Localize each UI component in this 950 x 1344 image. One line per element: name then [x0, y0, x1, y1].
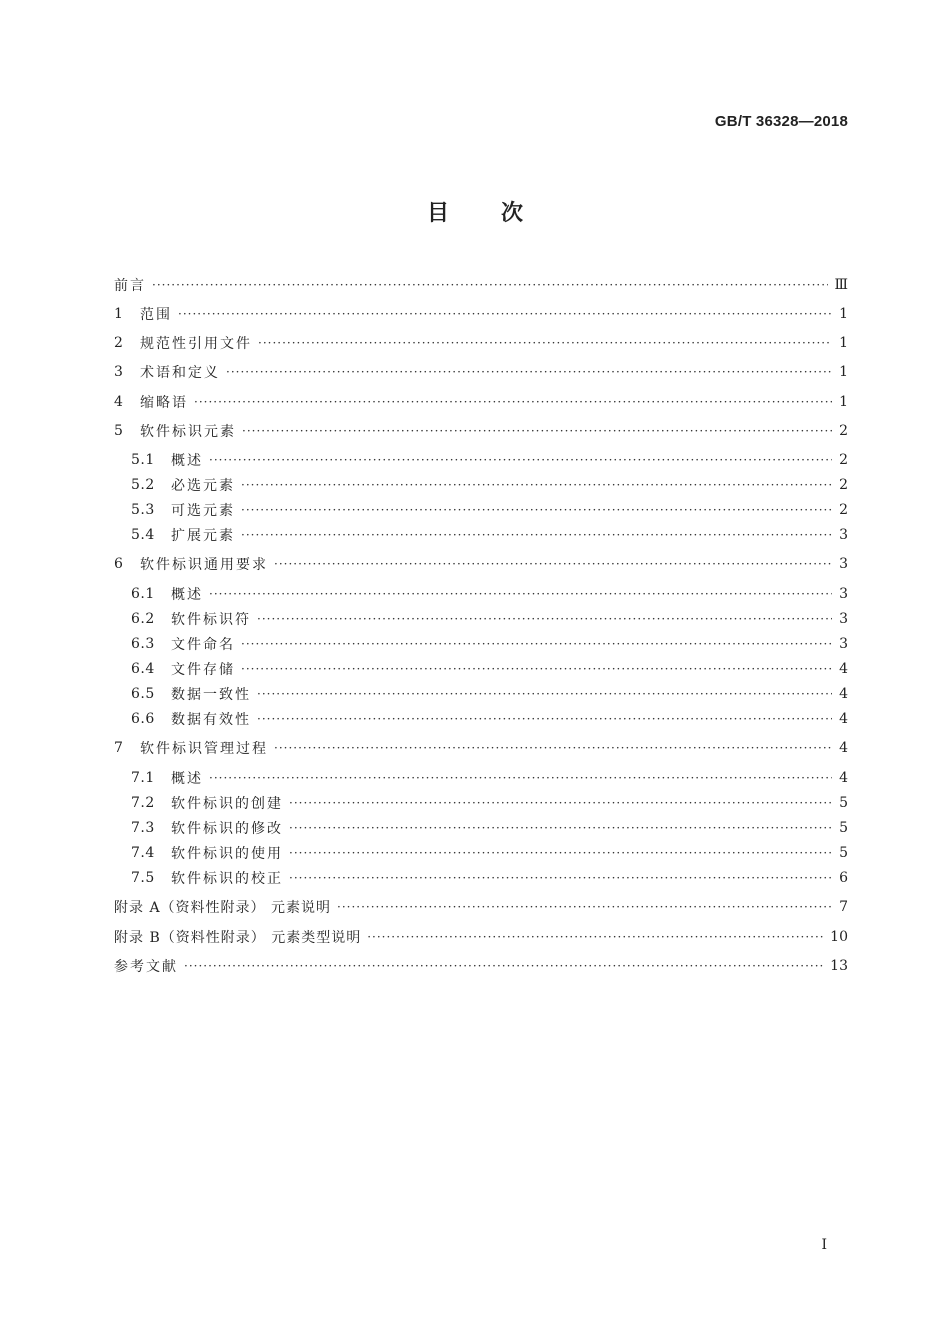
toc-entry-label: 软件标识的校正 [171, 871, 283, 887]
toc-entry-label: 概述 [171, 587, 203, 603]
toc-entry[interactable] [131, 767, 848, 789]
toc-entry-label: 软件标识元素 [140, 424, 236, 440]
title-char-1: 目 [426, 201, 449, 226]
toc-entry-page: 1 [839, 394, 848, 410]
toc-entry-number: 5.3 [131, 502, 155, 518]
toc-entry-number: 3 [114, 364, 124, 380]
toc-leader-dots [241, 478, 832, 492]
toc-leader-dots [274, 557, 832, 571]
toc-entry-number: 1 [114, 306, 124, 322]
toc-entry-number: 4 [114, 394, 124, 410]
toc-entry-page: 3 [839, 527, 848, 543]
toc-entry-label: 缩略语 [140, 395, 188, 411]
toc-entry-number: 7 [114, 740, 124, 756]
toc-entry-label: 数据有效性 [171, 712, 251, 728]
toc-entry-page: 3 [839, 556, 848, 572]
toc-entry-label: 范围 [140, 307, 172, 323]
toc-entry[interactable] [131, 499, 848, 521]
toc-entry-label: 软件标识的使用 [171, 846, 283, 862]
toc-entry[interactable] [114, 274, 848, 296]
toc-entry[interactable] [131, 658, 848, 680]
toc-entry-page: 2 [839, 477, 848, 493]
title-char-2: 次 [501, 201, 524, 226]
toc-leader-dots [289, 821, 832, 835]
toc-leader-dots [367, 930, 824, 944]
toc-entry-number: 7.4 [131, 845, 155, 861]
toc-leader-dots [209, 587, 832, 601]
toc-entry-page: 3 [839, 586, 848, 602]
toc-entry-number: 6.4 [131, 661, 155, 677]
toc-leader-dots [257, 712, 832, 726]
toc-leader-dots [184, 959, 824, 973]
toc-entry[interactable] [114, 303, 848, 325]
toc-entry-label: 软件标识符 [171, 612, 251, 628]
toc-entry-page: 3 [839, 611, 848, 627]
toc-entry[interactable] [131, 683, 848, 705]
toc-leader-dots [257, 612, 832, 626]
toc-entry[interactable] [131, 708, 848, 730]
toc-entry-page: 5 [839, 820, 848, 836]
toc-entry-label: 软件标识通用要求 [140, 557, 268, 573]
toc-entry[interactable] [131, 792, 848, 814]
toc-entry-number: 5.2 [131, 477, 155, 493]
toc-leader-dots [242, 424, 832, 438]
toc-entry-number: 6.2 [131, 611, 155, 627]
toc-entry-number: 6.3 [131, 636, 155, 652]
toc-entry[interactable] [114, 896, 848, 918]
toc-entry[interactable] [131, 474, 848, 496]
toc-entry-label: 附录 B（资料性附录） 元素类型说明 [114, 930, 362, 946]
toc-entry-label: 可选元素 [171, 503, 235, 519]
toc-entry-page: 13 [830, 958, 848, 974]
toc-leader-dots [241, 528, 832, 542]
toc-entry-number: 7.3 [131, 820, 155, 836]
toc-entry[interactable] [131, 817, 848, 839]
toc-entry[interactable] [114, 361, 848, 383]
toc-entry-number: 5.4 [131, 527, 155, 543]
toc-entry-page: 4 [839, 661, 848, 677]
toc-entry[interactable] [131, 608, 848, 630]
toc-leader-dots [241, 662, 832, 676]
toc-leader-dots [226, 365, 832, 379]
toc-entry-page: 10 [830, 929, 848, 945]
toc-entry-label: 附录 A（资料性附录） 元素说明 [114, 900, 332, 916]
toc-entry-label: 概述 [171, 453, 203, 469]
toc-entry-page: 7 [839, 899, 848, 915]
toc-entry-label: 软件标识管理过程 [140, 741, 268, 757]
toc-entry-number: 6.6 [131, 711, 155, 727]
toc-entry[interactable] [114, 420, 848, 442]
toc-leader-dots [289, 796, 832, 810]
toc-entry[interactable] [131, 633, 848, 655]
toc-entry-page: 4 [839, 711, 848, 727]
toc-leader-dots [289, 846, 832, 860]
toc-leader-dots [274, 741, 832, 755]
toc-entry[interactable] [114, 955, 848, 977]
toc-entry[interactable] [131, 583, 848, 605]
toc-entry[interactable] [131, 842, 848, 864]
toc-entry-page: 4 [839, 770, 848, 786]
toc-entry-page: Ⅲ [834, 277, 848, 293]
toc-entry-number: 7.1 [131, 770, 155, 786]
toc-entry-page: 1 [839, 335, 848, 351]
toc-entry-label: 前言 [114, 278, 146, 294]
toc-entry-label: 必选元素 [171, 478, 235, 494]
toc-entry-label: 软件标识的修改 [171, 821, 283, 837]
toc-entry-page: 5 [839, 845, 848, 861]
toc-leader-dots [152, 278, 828, 292]
toc-leader-dots [257, 687, 832, 701]
toc-entry-label: 软件标识的创建 [171, 796, 283, 812]
toc-entry-number: 6.5 [131, 686, 155, 702]
toc-entry[interactable] [114, 737, 848, 759]
toc-entry-number: 5 [114, 423, 124, 439]
toc-leader-dots [194, 395, 832, 409]
toc-entry[interactable] [114, 332, 848, 354]
toc-entry[interactable] [114, 391, 848, 413]
toc-entry-label: 参考文献 [114, 959, 178, 975]
standard-code: GB/T 36328—2018 [714, 113, 848, 130]
toc-entry-page: 4 [839, 740, 848, 756]
toc-leader-dots [178, 307, 832, 321]
toc-entry-page: 3 [839, 636, 848, 652]
toc-entry-label: 概述 [171, 771, 203, 787]
toc-entry[interactable] [114, 926, 848, 948]
toc-entry[interactable] [131, 449, 848, 471]
toc-entry-number: 2 [114, 335, 124, 351]
toc-entry-number: 6 [114, 556, 124, 572]
toc-leader-dots [241, 503, 832, 517]
toc-entry-page: 4 [839, 686, 848, 702]
toc-entry-page: 1 [839, 306, 848, 322]
toc-entry[interactable] [114, 553, 848, 575]
toc-leader-dots [258, 336, 832, 350]
toc-leader-dots [209, 771, 832, 785]
toc-leader-dots [289, 871, 832, 885]
toc-leader-dots [241, 637, 832, 651]
toc-entry-page: 2 [839, 452, 848, 468]
toc-entry-label: 文件命名 [171, 637, 235, 653]
toc-entry-page: 2 [839, 423, 848, 439]
toc-entry-label: 扩展元素 [171, 528, 235, 544]
toc-entry-number: 7.5 [131, 870, 155, 886]
toc-entry[interactable] [131, 867, 848, 889]
toc-entry-page: 2 [839, 502, 848, 518]
toc-entry-page: 5 [839, 795, 848, 811]
toc-leader-dots [337, 900, 832, 914]
toc-entry-label: 规范性引用文件 [140, 336, 252, 352]
toc-entry-number: 7.2 [131, 795, 155, 811]
toc-entry[interactable] [131, 524, 848, 546]
page-number: I [821, 1237, 827, 1253]
toc-leader-dots [209, 453, 832, 467]
toc-entry-number: 6.1 [131, 586, 155, 602]
toc-entry-number: 5.1 [131, 452, 155, 468]
toc-entry-page: 6 [839, 870, 848, 886]
toc-entry-label: 术语和定义 [140, 365, 220, 381]
toc-entry-label: 文件存储 [171, 662, 235, 678]
toc-entry-page: 1 [839, 364, 848, 380]
toc-entry-label: 数据一致性 [171, 687, 251, 703]
